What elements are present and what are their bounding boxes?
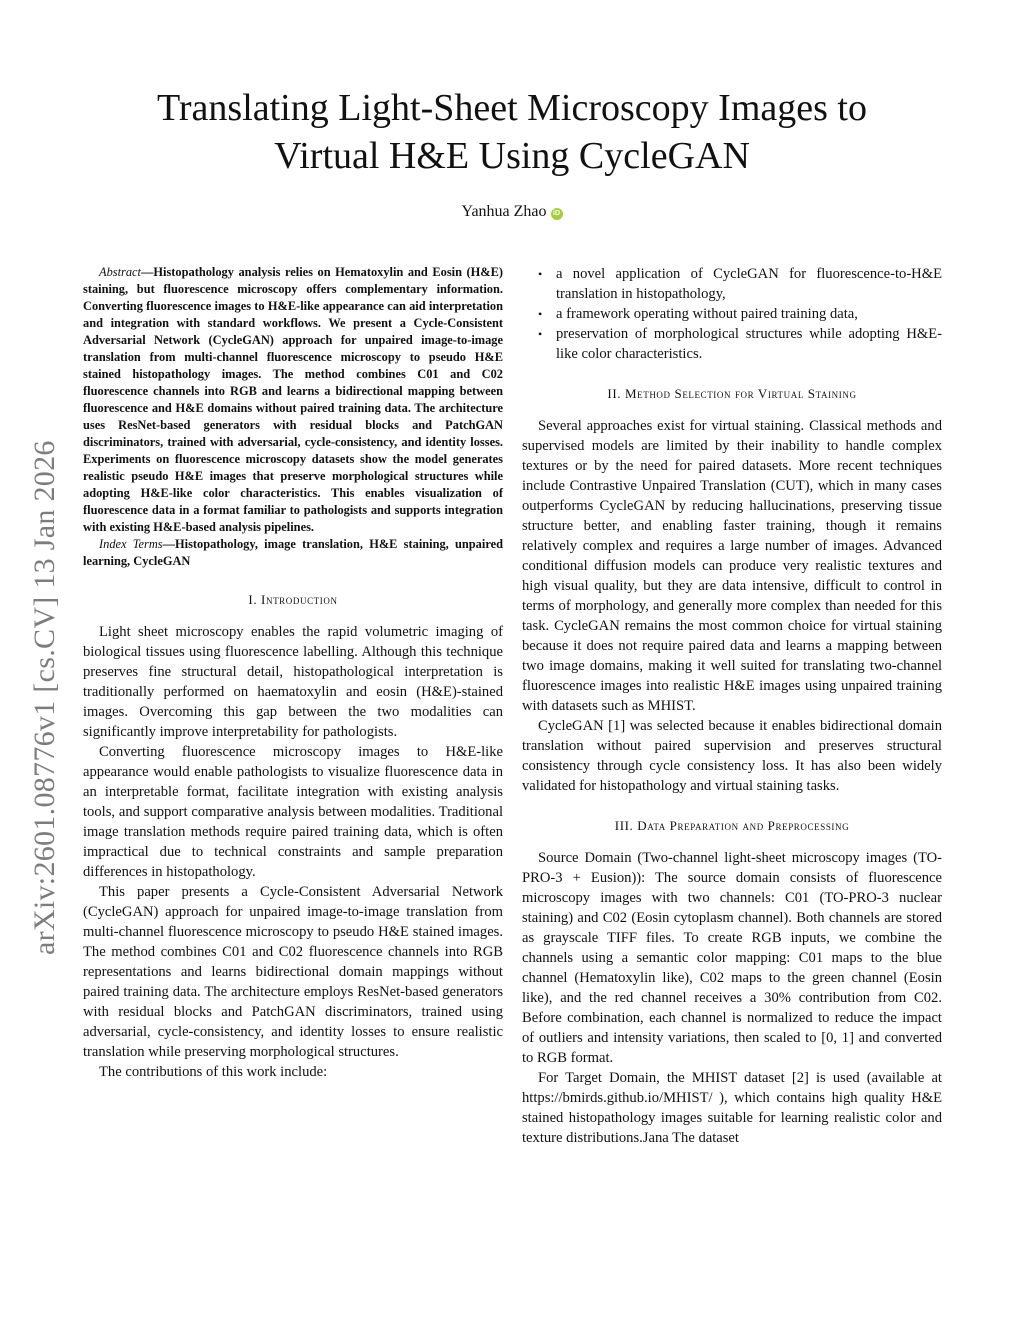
paper-title bbox=[110, 84, 914, 180]
left-column bbox=[83, 264, 503, 1082]
data-paragraph-2: For Target Domain, the MHIST dataset [2] is used (available at https://bmirds.github.io/MHIST/ ), which contains high quality H&E stained histopathology images suitable for learning realistic color and texture distributions.Jana The dataset bbox=[522, 1070, 942, 1146]
method-paragraph-2: CycleGAN [1] was selected because it enables bidirectional domain translation without paired supervision and preserves structural consistency through cycle consistency loss. It has also been widely validated for histopathology and virtual staining tasks. bbox=[522, 718, 942, 794]
index-terms-text: —Histopathology, image translation, H&E staining, unpaired learning, CycleGAN bbox=[83, 537, 503, 568]
bullet-icon: • bbox=[538, 267, 543, 281]
method-paragraph-1: Several approaches exist for virtual staining. Classical methods and supervised models are limited by their inability to handle complex textures or by the need for paired datasets. More recent techniques include Contrastive Unpaired Translation (CUT), which in many cases outperforms CycleGAN by reducing hallucinations, preserving tissue structure better, and enabling faster training, though it remains relatively complex and requires a large number of images. Advanced conditional diffusion models can produce very realistic textures and high visual quality, but they are data intensive, difficult to control in terms of morphology, and generally more complex than needed for this task. CycleGAN remains the most common choice for virtual staining because it does not require paired data and learns a mapping between two image domains, making it well suited for translating two-channel fluorescence images into realistic H&E images using unpaired training with datasets such as MHIST. bbox=[522, 418, 942, 714]
list-item bbox=[538, 264, 942, 304]
section-heading-introduction: I. Introduction bbox=[248, 592, 338, 607]
index-terms-lead: Index Terms bbox=[99, 537, 163, 551]
contributions-list bbox=[522, 264, 942, 364]
author-name: Yanhua Zhao bbox=[461, 203, 547, 220]
arxiv-identifier: arXiv:2601.08776v1 [cs.CV] 13 Jan 2026 bbox=[28, 440, 61, 955]
orcid-icon[interactable]: iD bbox=[551, 208, 563, 220]
contribution-text-3: preservation of morphological structures while adopting H&E-like color characteristics. bbox=[556, 326, 942, 362]
right-column bbox=[522, 264, 942, 1148]
abstract-lead: Abstract bbox=[99, 265, 141, 279]
intro-paragraph-4: The contributions of this work include: bbox=[99, 1064, 328, 1080]
title-line-1: Translating Light-Sheet Microscopy Images to bbox=[157, 87, 867, 129]
author-line bbox=[300, 203, 724, 221]
abstract bbox=[83, 264, 503, 536]
intro-paragraph-3: This paper presents a Cycle-Consistent Adversarial Network (CycleGAN) approach for unpaired image-to-image translation from multi-channel fluorescence microscopy to pseudo H&E stained images. The method combines C01 and C02 fluorescence channels into RGB representations and learns bidirectional domain mappings without paired training data. The architecture employs ResNet-based generators with residual blocks and PatchGAN discriminators, trained using adversarial, cycle-consistency, and identity losses to ensure realistic translation while preserving morphological structures. bbox=[83, 884, 503, 1060]
intro-paragraph-2: Converting fluorescence microscopy images to H&E-like appearance would enable pathologists to visualize fluorescence data in an interpretable format, facilitate integration with existing analysis tools, and support comparative analysis between modalities. Traditional image translation methods require paired training data, which is often impractical due to technical constraints and sample preparation differences in histopathology. bbox=[83, 744, 503, 880]
bullet-icon: • bbox=[538, 307, 543, 321]
bullet-icon: • bbox=[538, 327, 543, 341]
contribution-text-1: a novel application of CycleGAN for fluorescence-to-H&E translation in histopathology, bbox=[556, 266, 942, 302]
section-heading-data: III. Data Preparation and Preprocessing bbox=[614, 818, 850, 833]
list-item bbox=[538, 324, 942, 364]
contribution-text-2: a framework operating without paired training data, bbox=[556, 306, 858, 322]
section-heading-method: II. Method Selection for Virtual Staining bbox=[607, 386, 857, 401]
abstract-text: —Histopathology analysis relies on Hematoxylin and Eosin (H&E) staining, but fluorescence microscopy offers complementary information. Converting fluorescence images to H&E-like appearance can aid interpretation and integration with standard workflows. We present a Cycle-Consistent Adversarial Network (CycleGAN) approach for unpaired image-to-image translation from multi-channel fluorescence microscopy to pseudo H&E stained histopathology images. The method combines C01 and C02 fluorescence channels into RGB and learns a bidirectional mapping between fluorescence and H&E domains without paired training data. The architecture uses ResNet-based generators with residual blocks and PatchGAN discriminators, trained with adversarial, cycle-consistency, and identity losses. Experiments on fluorescence microscopy datasets show the model generates realistic pseudo H&E images that preserve morphological structures while adopting H&E-like color characteristics. This enables visualization of fluorescence data in a format familiar to pathologists and supports integration with existing H&E-based analysis pipelines. bbox=[83, 265, 503, 534]
title-line-2: Virtual H&E Using CycleGAN bbox=[274, 135, 750, 177]
data-paragraph-1: Source Domain (Two-channel light-sheet microscopy images (TO-PRO-3 + Eusion)): The source domain consists of fluorescence microscopy images with two channels: C01 (TO-PRO-3 nuclear staining) and C02 (Eosin cytoplasm channel). Both channels are stored as grayscale TIFF files. To create RGB inputs, we combine the channels using a semantic color mapping: C01 maps to the blue channel (Hematoxylin like), C02 maps to the green channel (Eosin like), and the red channel receives a 30% contribution from C02. Before combination, each channel is normalized to reduce the impact of outliers and intensity variations, then scaled to [0, 1] and converted to RGB format. bbox=[522, 850, 942, 1066]
index-terms bbox=[83, 536, 503, 570]
list-item bbox=[538, 304, 942, 324]
intro-paragraph-1: Light sheet microscopy enables the rapid volumetric imaging of biological tissues using fluorescence labelling. Although this technique preserves fine structural detail, histopathological interpretation is traditionally performed on haematoxylin and eosin (H&E)-stained images. Overcoming this gap between the two modalities can significantly improve interpretability for pathologists. bbox=[83, 624, 503, 740]
